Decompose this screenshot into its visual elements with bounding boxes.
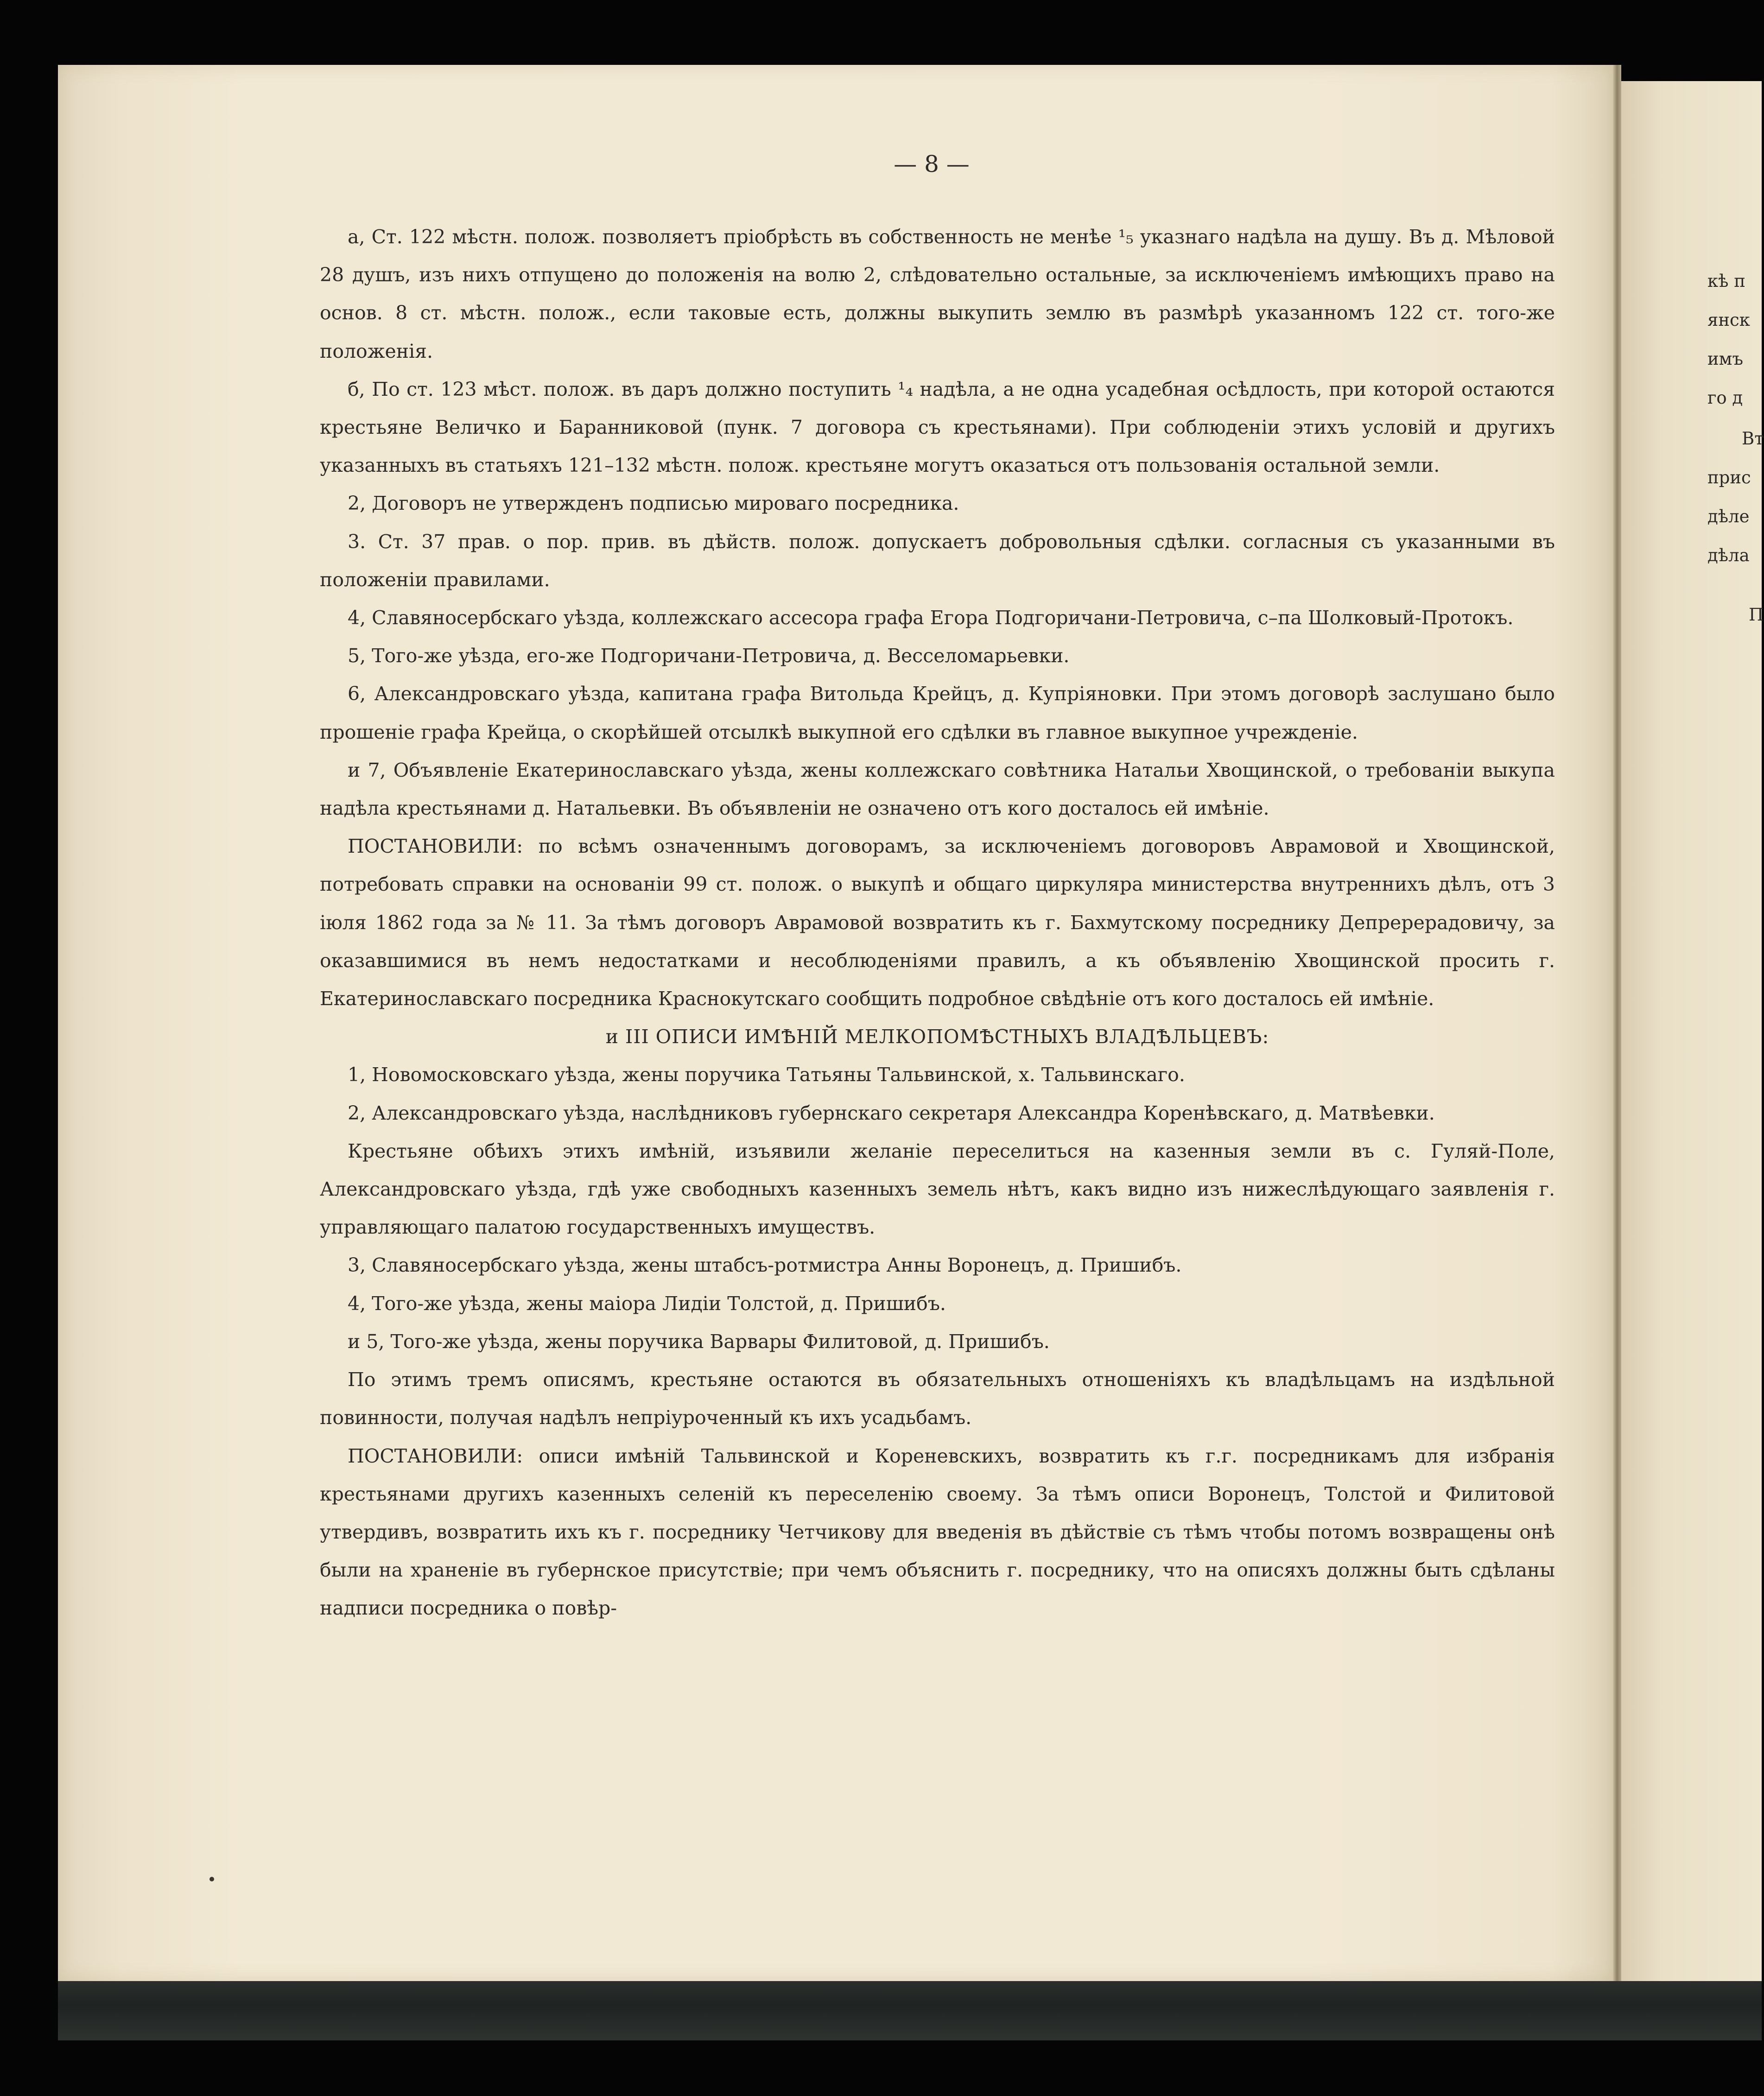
paragraph: 3, Славяносербскаго уѣзда, жены штабсъ-ротмистра Анны Воронецъ, д. Пришибъ. xyxy=(348,1254,1182,1277)
section-heading: и III ОПИСИ ИМѢНІЙ МЕЛКОПОМѢСТНЫХЪ ВЛАДѢЛЬЦЕВЪ: xyxy=(605,1026,1269,1048)
paragraph: и 5, Того-же уѣзда, жены поручика Варвары Филитовой, д. Пришибъ. xyxy=(348,1330,1050,1353)
right-page-fragment: Вт xyxy=(1742,429,1764,449)
right-page-fragment: дѣле xyxy=(1707,507,1750,526)
paragraph: Крестьяне обѣихъ этихъ имѣній, изъявили желаніе переселиться на казенныя земли въ с. Гуляй-Поле, Александровскаго уѣзда, гдѣ уже свободныхъ казенныхъ земель нѣтъ, какъ видно изъ нижеслѣдующаго заявленія г. управляющаго палатою государственныхъ имуществъ. xyxy=(320,1140,1555,1239)
paragraph: а, Ст. 122 мѣстн. полож. позволяетъ пріобрѣсть въ собственность не менѣе ¹₅ указнаго надѣла на душу. Въ д. Мѣловой 28 душъ, изъ нихъ отпущено до положенія на волю 2, слѣдовательно остальные, за исключеніемъ имѣющихъ право на основ. 8 ст. мѣстн. полож., если таковые есть, должны выкупить землю въ размѣрѣ указанномъ 122 ст. того-же положенія. xyxy=(320,226,1555,362)
right-page-edge xyxy=(1621,81,1762,1981)
paragraph: 1, Новомосковскаго уѣзда, жены поручика Татьяны Тальвинской, х. Тальвинскаго. xyxy=(348,1064,1185,1086)
right-page-fragment: дѣла xyxy=(1707,545,1750,565)
book-cover-edge xyxy=(58,1981,1762,2040)
paragraph: 5, Того-же уѣзда, его-же Подгоричани-Петровича, д. Весселомарьевки. xyxy=(348,645,1070,667)
right-page-fragment: П xyxy=(1749,605,1764,625)
paragraph: 2, Договоръ не утвержденъ подписью мироваго посредника. xyxy=(348,492,959,515)
right-page-fragment: го д xyxy=(1707,388,1743,408)
right-page-fragment: кѣ п xyxy=(1707,271,1745,291)
page-number: — 8 — xyxy=(894,151,970,177)
paragraph: 3. Ст. 37 прав. о пор. прив. въ дѣйств. полож. допускаетъ добровольныя сдѣлки. согласныя съ указанными въ положеніи правилами. xyxy=(320,530,1555,591)
paragraph: 6, Александровскаго уѣзда, капитана графа Витольда Крейцъ, д. Купріяновки. При этомъ договорѣ заслушано было прошеніе графа Крейца, о скорѣйшей отсылкѣ выкупной его сдѣлки въ главное выкупное учрежденіе. xyxy=(320,683,1555,743)
resolution-paragraph: ПОСТАНОВИЛИ: по всѣмъ означеннымъ договорамъ, за исключеніемъ договоровъ Аврамовой и Хвощинской, потребовать справки на основаніи 99 ст. полож. о выкупѣ и общаго циркуляра министерства внутреннихъ дѣлъ, отъ 3 іюля 1862 года за № 11. За тѣмъ договоръ Аврамовой возвратить къ г. Бахмутскому посреднику Депререрадовичу, за оказавшимися въ немъ недостатками и несоблюденіями правилъ, а къ объявленію Хвощинской просить г. Екатеринославскаго посредника Краснокутскаго сообщить подробное свѣдѣніе отъ кого досталось ей имѣніе. xyxy=(320,835,1555,1010)
right-page-fragment: янск xyxy=(1707,310,1750,330)
right-page-fragment: имъ xyxy=(1707,349,1743,369)
ink-spot xyxy=(209,1877,214,1881)
right-page-fragment: прис xyxy=(1707,468,1751,488)
resolution-paragraph: ПОСТАНОВИЛИ: описи имѣній Тальвинской и Кореневскихъ, возвратить къ г.г. посредникамъ для избранія крестьянами другихъ казенныхъ селеній къ переселенію своему. За тѣмъ описи Воронецъ, Толстой и Филитовой утвердивъ, возвратить ихъ къ г. посреднику Четчикову для введенія въ дѣйствіе съ тѣмъ чтобы потомъ возвращены онѣ были на храненіе въ губернское присутствіе; при чемъ объяснить г. посреднику, что на описяхъ должны быть сдѣланы надписи посредника о повѣр- xyxy=(320,1444,1555,1620)
page-text xyxy=(320,218,1555,1627)
paragraph: и 7, Объявленіе Екатеринославскаго уѣзда, жены коллежскаго совѣтника Натальи Хвощинской, о требованіи выкупа надѣла крестьянами д. Натальевки. Въ объявленіи не означено отъ кого досталось ей имѣніе. xyxy=(320,759,1555,820)
paragraph: 4, Славяносербскаго уѣзда, коллежскаго ассесора графа Егора Подгоричани-Петровича, с–па Шолковый-Протокъ. xyxy=(348,607,1514,629)
paragraph: 4, Того-же уѣзда, жены маіора Лидіи Толстой, д. Пришибъ. xyxy=(348,1292,946,1315)
paragraph: б, По ст. 123 мѣст. полож. въ даръ должно поступить ¹₄ надѣла, а не одна усадебная осѣдлость, при которой остаются крестьяне Величко и Баранниковой (пунк. 7 договора съ крестьянами). При соблюденіи этихъ условій и другихъ указанныхъ въ статьяхъ 121–132 мѣстн. полож. крестьяне могутъ оказаться отъ пользованія остальной земли. xyxy=(320,378,1555,477)
paragraph: 2, Александровскаго уѣзда, наслѣдниковъ губернскаго секретаря Александра Коренѣвскаго, д. Матвѣевки. xyxy=(348,1102,1435,1124)
paragraph: По этимъ тремъ описямъ, крестьяне остаются въ обязательныхъ отношеніяхъ къ владѣльцамъ на издѣльной повинности, получая надѣлъ непріуроченный къ ихъ усадьбамъ. xyxy=(320,1368,1555,1429)
book-gutter xyxy=(1613,65,1621,1981)
